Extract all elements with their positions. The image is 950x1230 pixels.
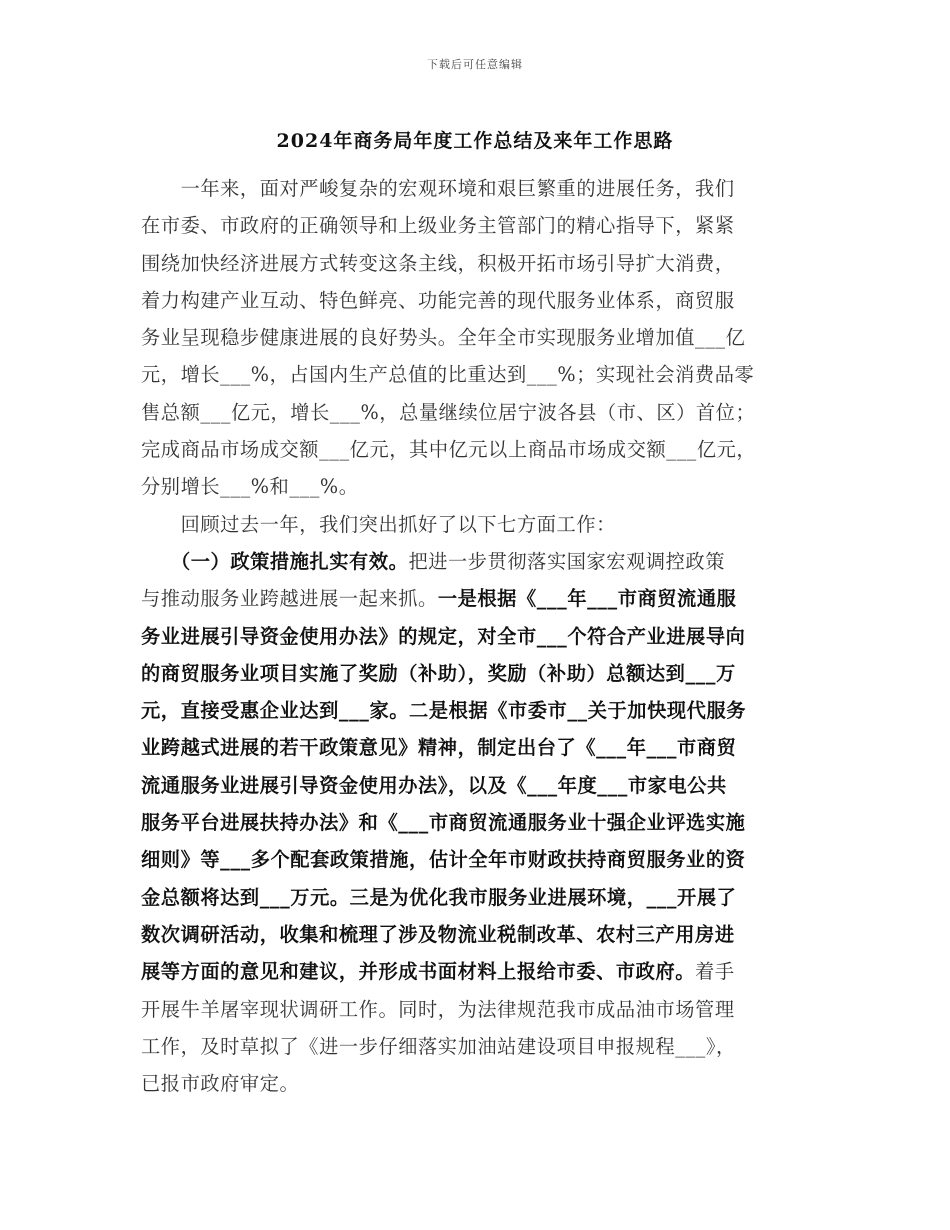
- text-line: [141, 879, 821, 916]
- text-segment: 围绕加快经济进展方式转变这条主线，积极开拓市场引导扩大消费，: [141, 251, 735, 275]
- page-header: 下载后可任意编辑: [427, 58, 523, 71]
- text-segment: 一年来，面对严峻复杂的宏观环境和艰巨繁重的进展任务，我们: [141, 177, 735, 200]
- text-line: [141, 1028, 821, 1065]
- text-line: [141, 953, 821, 990]
- bold-text-segment: 数次调研活动，收集和梳理了涉及物流业税制改革、农村三产用房进: [141, 922, 735, 946]
- text-segment: 务业呈现稳步健康进展的良好势头。全年全市实现服务业增加值___亿: [141, 326, 746, 350]
- text-line: [141, 618, 821, 655]
- text-line: [141, 655, 821, 692]
- bold-text-segment: 流通服务业进展引导资金使用办法》，以及《___年度___市家电公共: [141, 773, 727, 797]
- text-segment: 售总额___亿元，增长___%，总量继续位居宁波各县（市、区）首位；: [141, 400, 756, 424]
- text-line: [141, 394, 821, 431]
- document-body: [141, 170, 821, 1102]
- text-segment: 在市委、市政府的正确领导和上级业务主管部门的精心指导下，紧紧: [141, 214, 735, 238]
- text-line: [141, 804, 821, 841]
- text-segment: 着手: [695, 960, 735, 984]
- text-segment: 与推动服务业跨越进展一起来抓。: [141, 587, 438, 611]
- text-segment: 回顾过去一年，我们突出抓好了以下七方面工作：: [141, 512, 616, 536]
- text-line: [141, 319, 821, 356]
- text-segment: 开展牛羊屠宰现状调研工作。同时，为法律规范我市成品油市场管理: [141, 997, 735, 1021]
- text-line: [141, 580, 821, 617]
- text-line: [141, 729, 821, 766]
- text-line: [141, 1065, 821, 1102]
- text-segment: 分别增长___%和___%。: [141, 475, 359, 499]
- text-line: [141, 841, 821, 878]
- bold-text-segment: 业跨越式进展的若干政策意见》精神，制定出台了《___年___市商贸: [141, 736, 737, 760]
- text-line: [141, 692, 821, 729]
- text-line: [141, 767, 821, 804]
- text-line: [141, 245, 821, 282]
- text-line: [141, 207, 821, 244]
- text-line: [141, 916, 821, 953]
- text-segment: 已报市政府审定。: [141, 1072, 300, 1096]
- bold-text-segment: 元，直接受惠企业达到___家。二是根据《市委市__关于加快现代服务: [141, 699, 747, 723]
- text-line: [141, 543, 821, 580]
- text-line: [141, 356, 821, 393]
- text-line: [141, 170, 821, 207]
- text-segment: 着力构建产业互动、特色鲜亮、功能完善的现代服务业体系，商贸服: [141, 288, 735, 312]
- bold-text-segment: 的商贸服务业项目实施了奖励（补助），奖励（补助）总额达到___万: [141, 661, 736, 685]
- text-line: [141, 282, 821, 319]
- bold-text-segment: 金总额将达到___万元。三是为优化我市服务业进展环境，___开展了: [141, 885, 737, 909]
- text-segment: 工作，及时草拟了《进一步仔细落实加油站建设项目申报规程___》，: [141, 1034, 736, 1058]
- document-title: 2024年商务局年度工作总结及来年工作思路: [276, 130, 674, 152]
- text-segment: 把进一步贯彻落实国家宏观调控政策: [408, 549, 726, 573]
- text-line: [141, 468, 821, 505]
- text-line: [141, 431, 821, 468]
- text-line: [141, 991, 821, 1028]
- text-segment: 元，增长___%，占国内生产总值的比重达到___%；实现社会消费品零: [141, 363, 755, 387]
- text-segment: 完成商品市场成交额___亿元，其中亿元以上商品市场成交额___亿元，: [141, 438, 757, 462]
- text-line: [141, 506, 821, 543]
- bold-text-segment: 展等方面的意见和建议，并形成书面材料上报给市委、市政府。: [141, 960, 696, 984]
- bold-text-segment: 服务平台进展扶持办法》和《___市商贸流通服务业十强企业评选实施: [141, 811, 746, 835]
- bold-text-segment: 一是根据《___年___市商贸流通服: [437, 587, 737, 611]
- bold-text-segment: 细则》等___多个配套政策措施，估计全年市财政扶持商贸服务业的资: [141, 848, 746, 872]
- bold-text-segment: 务业进展引导资金使用办法》的规定，对全市___个符合产业进展导向: [141, 624, 746, 648]
- bold-text-segment: （一）政策措施扎实有效。: [141, 549, 409, 573]
